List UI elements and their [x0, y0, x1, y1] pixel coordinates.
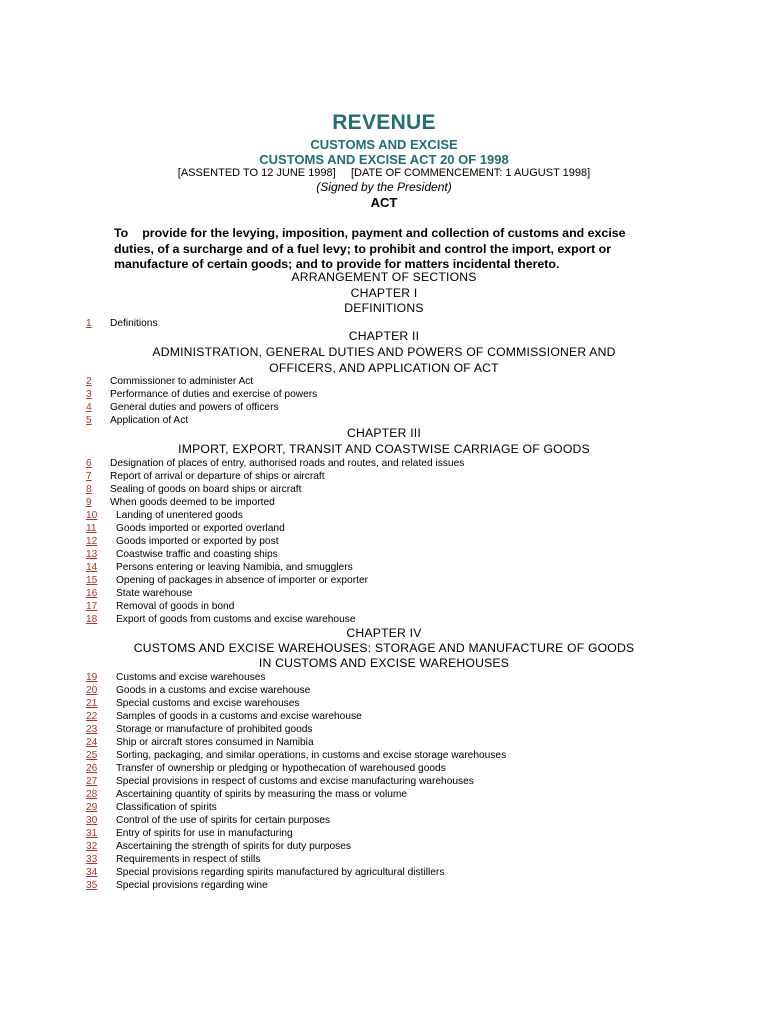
section-title: Ascertaining the strength of spirits for duty purposes — [116, 841, 351, 852]
section-link[interactable]: 23 — [86, 724, 98, 735]
section-entry — [86, 840, 351, 853]
section-entry — [86, 827, 293, 840]
section-link[interactable]: 34 — [86, 867, 98, 878]
section-title: Designation of places of entry, authorised roads and routes, and related issues — [110, 458, 465, 469]
section-entry — [86, 375, 253, 388]
section-title: General duties and powers of officers — [110, 402, 279, 413]
section-title: Goods imported or exported by post — [116, 536, 279, 547]
signed-note: (Signed by the President) — [316, 180, 452, 194]
section-title: Sealing of goods on board ships or aircraft — [110, 484, 302, 495]
preamble — [114, 226, 654, 273]
section-link[interactable]: 27 — [86, 776, 98, 787]
section-title: Opening of packages in absence of importer or exporter — [116, 575, 369, 586]
section-entry — [86, 470, 325, 483]
section-link[interactable]: 25 — [86, 750, 98, 761]
section-title: Transfer of ownership or pledging or hypothecation of warehoused goods — [116, 763, 446, 774]
section-entry — [86, 574, 368, 587]
section-link[interactable]: 21 — [86, 698, 98, 709]
section-link[interactable]: 28 — [86, 789, 98, 800]
section-title: Commissioner to administer Act — [110, 376, 254, 387]
section-title: Special provisions regarding wine — [116, 880, 268, 891]
section-title: Report of arrival or departure of ships or aircraft — [110, 471, 325, 482]
section-link[interactable]: 17 — [86, 601, 98, 612]
chapter-1-title: DEFINITIONS — [344, 301, 424, 315]
section-entry — [86, 814, 330, 827]
section-title: Control of the use of spirits for certain purposes — [116, 815, 331, 826]
act-heading: ACT — [370, 195, 398, 210]
chapter-4-label: CHAPTER IV — [346, 626, 422, 640]
section-entry — [86, 788, 407, 801]
section-link[interactable]: 14 — [86, 562, 98, 573]
document-subtitle: CUSTOMS AND EXCISE — [310, 137, 458, 152]
section-entry — [86, 710, 362, 723]
section-link[interactable]: 24 — [86, 737, 98, 748]
section-link[interactable]: 6 — [86, 458, 92, 469]
section-title: Goods in a customs and excise warehouse — [116, 685, 311, 696]
section-link[interactable]: 3 — [86, 389, 92, 400]
document-title: REVENUE — [332, 111, 436, 134]
section-title: Special customs and excise warehouses — [116, 698, 300, 709]
section-link[interactable]: 33 — [86, 854, 98, 865]
section-link[interactable]: 5 — [86, 415, 92, 426]
preamble-text: provide for the levying, imposition, payment and collection of customs and excise duties, of a surcharge and of a fuel levy; to prohibit and control the import, export or manufacture of certain goods; and to provide for matters incidental thereto. — [114, 226, 626, 271]
chapter-1-label: CHAPTER I — [350, 286, 418, 300]
section-link[interactable]: 26 — [86, 763, 98, 774]
section-title: Persons entering or leaving Namibia, and smugglers — [116, 562, 353, 573]
section-link[interactable]: 18 — [86, 614, 98, 625]
section-link[interactable]: 22 — [86, 711, 98, 722]
section-link[interactable]: 7 — [86, 471, 92, 482]
section-title: Coastwise traffic and coasting ships — [116, 549, 278, 560]
section-title: Requirements in respect of stills — [116, 854, 261, 865]
section-title: Classification of spirits — [116, 802, 217, 813]
chapter-3-title: IMPORT, EXPORT, TRANSIT AND COASTWISE CARRIAGE OF GOODS — [178, 442, 590, 456]
section-title: Export of goods from customs and excise warehouse — [116, 614, 356, 625]
section-entry — [86, 762, 446, 775]
section-entry — [86, 749, 506, 762]
chapter-2-title-line1: ADMINISTRATION, GENERAL DUTIES AND POWERS OF COMMISSIONER AND — [152, 345, 616, 359]
section-link[interactable]: 20 — [86, 685, 98, 696]
section-link[interactable]: 30 — [86, 815, 98, 826]
section-entry — [86, 535, 279, 548]
assent-dates: [ASSENTED TO 12 JUNE 1998] [DATE OF COMMENCEMENT: 1 AUGUST 1998] — [177, 167, 591, 179]
section-entry — [86, 496, 275, 509]
section-title: Goods imported or exported overland — [116, 523, 285, 534]
section-link[interactable]: 15 — [86, 575, 98, 586]
section-entry — [86, 801, 217, 814]
section-link[interactable]: 13 — [86, 549, 98, 560]
section-entry — [86, 775, 474, 788]
chapter-4-title-line2: IN CUSTOMS AND EXCISE WAREHOUSES — [258, 656, 510, 670]
section-entry — [86, 671, 266, 684]
section-entry — [86, 457, 464, 470]
section-link[interactable]: 11 — [86, 523, 97, 534]
section-entry — [86, 866, 444, 879]
section-entry — [86, 736, 314, 749]
section-link[interactable]: 8 — [86, 484, 92, 495]
section-entry — [86, 600, 234, 613]
section-entry — [86, 522, 285, 535]
section-link[interactable]: 9 — [86, 497, 92, 508]
section-title: Definitions — [110, 318, 158, 329]
section-entry — [86, 509, 243, 522]
arrangement-heading: ARRANGEMENT OF SECTIONS — [291, 270, 477, 284]
chapter-4-title-line1: CUSTOMS AND EXCISE WAREHOUSES: STORAGE AND MANUFACTURE OF GOODS — [133, 641, 635, 655]
chapter-2-title-line2: OFFICERS, AND APPLICATION OF ACT — [269, 361, 499, 375]
section-entry — [86, 697, 299, 710]
section-title: Special provisions regarding spirits manufactured by agricultural distillers — [116, 867, 445, 878]
section-title: Customs and excise warehouses — [116, 672, 266, 683]
section-entry — [86, 613, 356, 626]
section-entry — [86, 684, 310, 697]
section-title: Removal of goods in bond — [116, 601, 235, 612]
section-title: Storage or manufacture of prohibited goods — [116, 724, 313, 735]
section-title: Special provisions in respect of customs and excise manufacturing warehouses — [116, 776, 474, 787]
section-link[interactable]: 32 — [86, 841, 98, 852]
section-link[interactable]: 31 — [86, 828, 98, 839]
section-title: Sorting, packaging, and similar operations, in customs and excise storage warehouses — [116, 750, 507, 761]
section-title: Samples of goods in a customs and excise warehouse — [116, 711, 362, 722]
section-entry — [86, 853, 260, 866]
section-entry — [86, 561, 353, 574]
section-link[interactable]: 2 — [86, 376, 92, 387]
section-entry — [86, 723, 313, 736]
section-entry — [86, 587, 192, 600]
section-entry — [86, 483, 301, 496]
section-link[interactable]: 16 — [86, 588, 98, 599]
section-entry — [86, 401, 279, 414]
section-link[interactable]: 29 — [86, 802, 98, 813]
chapter-3-label: CHAPTER III — [347, 426, 421, 440]
section-entry — [86, 388, 317, 401]
section-link[interactable]: 4 — [86, 402, 92, 413]
section-link[interactable]: 1 — [86, 318, 92, 329]
section-title: State warehouse — [116, 588, 193, 599]
section-title: Ship or aircraft stores consumed in Namibia — [116, 737, 314, 748]
section-link[interactable]: 35 — [86, 880, 98, 891]
section-link[interactable]: 19 — [86, 672, 98, 683]
section-title: Landing of unentered goods — [116, 510, 243, 521]
chapter-2-label: CHAPTER II — [348, 329, 420, 343]
section-link[interactable]: 12 — [86, 536, 98, 547]
section-title: Ascertaining quantity of spirits by measuring the mass or volume — [116, 789, 408, 800]
section-title: Entry of spirits for use in manufacturing — [116, 828, 293, 839]
section-title: Performance of duties and exercise of powers — [110, 389, 318, 400]
section-title: Application of Act — [110, 415, 189, 426]
section-entry — [86, 879, 268, 892]
section-title: When goods deemed to be imported — [110, 497, 275, 508]
section-link[interactable]: 10 — [86, 510, 98, 521]
preamble-to: To — [114, 226, 129, 240]
section-entry — [86, 548, 278, 561]
act-name: CUSTOMS AND EXCISE ACT 20 OF 1998 — [259, 152, 509, 167]
